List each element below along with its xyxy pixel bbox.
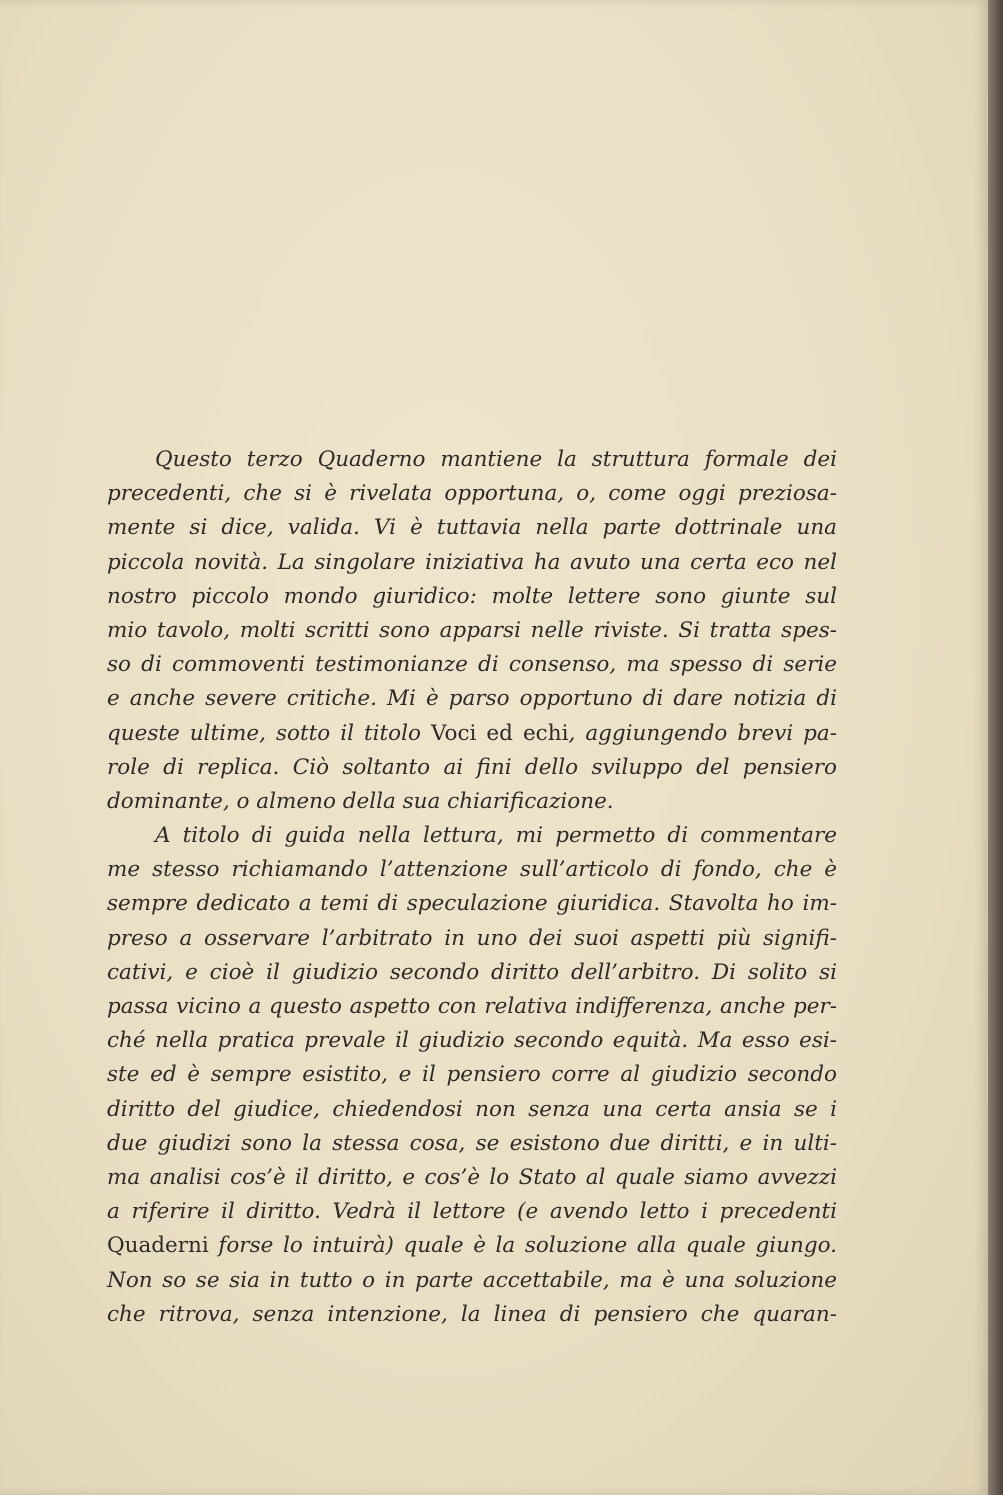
text-line: role di replica. Ciò soltanto ai fini dello sviluppo del pensiero: [107, 754, 837, 780]
text-line: [107, 1229, 837, 1263]
text-line: preso a osservare l’arbitrato in uno dei suoi aspetti più signifi-: [107, 925, 837, 951]
text-line: dominante, o almeno della sua chiarificazione.: [107, 788, 614, 814]
text-line: mente si dice, valida. Vi è tuttavia nella parte dottrinale una: [107, 515, 837, 541]
text-line: passa vicino a questo aspetto con relativa indifferenza, anche per-: [107, 994, 837, 1019]
text-line: a riferire il diritto. Vedrà il lettore (e avendo letto i precedenti: [107, 1199, 837, 1225]
text-line: A titolo di guida nella lettura, mi permetto di commentare: [155, 823, 837, 849]
text-run: , aggiungendo brevi pa-: [568, 720, 837, 746]
text-line: ché nella pratica prevale il giudizio secondo equità. Ma esso esi-: [107, 1028, 837, 1054]
publication-title-reference: Quaderni: [107, 1233, 209, 1259]
text-line: mio tavolo, molti scritti sono apparsi nelle riviste. Si tratta spes-: [107, 617, 837, 643]
text-line: Questo terzo Quaderno mantiene la struttura formale dei: [155, 447, 837, 472]
text-line: me stesso richiamando l’attenzione sull’articolo di fondo, che è: [107, 857, 837, 883]
text-line: sempre dedicato a temi di speculazione giuridica. Stavolta ho im-: [107, 891, 837, 917]
text-line: so di commoventi testimonianze di consenso, ma spesso di serie: [107, 652, 837, 678]
text-line: due giudizi sono la stessa cosa, se esistono due diritti, e in ulti-: [107, 1130, 837, 1156]
text-line: Non so se sia in tutto o in parte accettabile, ma è una soluzione: [107, 1267, 837, 1293]
text-run: queste ultime, sotto il titolo: [107, 720, 431, 746]
text-line: precedenti, che si è rivelata opportuna, o, come oggi preziosa-: [107, 481, 837, 507]
text-line: che ritrova, senza intenzione, la linea di pensiero che quaran-: [107, 1301, 837, 1327]
text-line: ste ed è sempre esistito, e il pensiero corre al giudizio secondo: [107, 1062, 837, 1088]
section-title-reference: Voci ed echi: [430, 720, 569, 746]
text-line: diritto del giudice, chiedendosi non senza una certa ansia se i: [107, 1096, 837, 1122]
text-line: piccola novità. La singolare iniziativa ha avuto una certa eco nel: [107, 549, 837, 575]
text-line: cativi, e cioè il giudizio secondo diritto dell’arbitro. Di solito si: [107, 959, 837, 985]
text-line: nostro piccolo mondo giuridico: molte lettere sono giunte sul: [107, 583, 837, 609]
text-run: forse lo intuirà) quale è la soluzione alla quale giungo.: [208, 1233, 837, 1259]
body-text: [107, 443, 837, 1332]
text-line: e anche severe critiche. Mi è parso opportuno di dare notizia di: [107, 686, 837, 712]
text-line: [107, 717, 837, 751]
text-line: ma analisi cos’è il diritto, e cos’è lo Stato al quale siamo avvezzi: [107, 1164, 837, 1190]
page-edge-shadow: [988, 0, 1003, 1495]
